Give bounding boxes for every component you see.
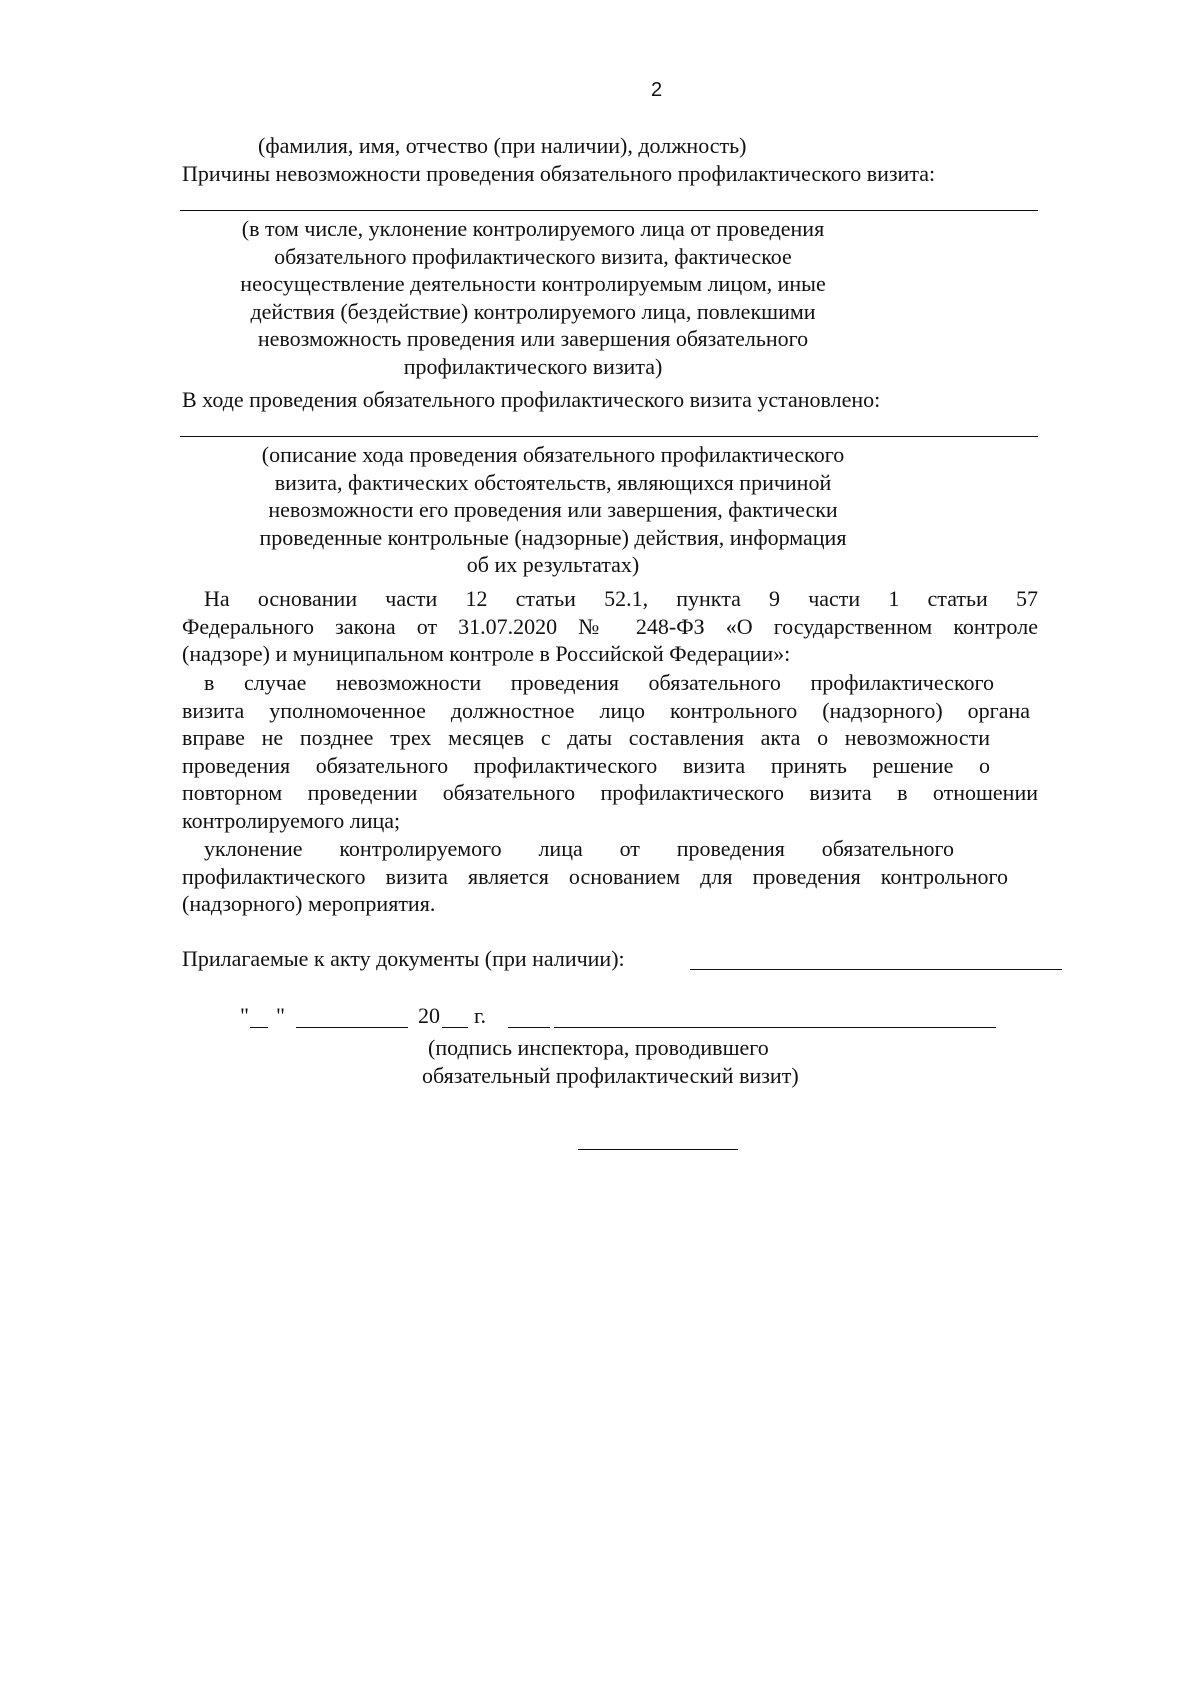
- findings-heading: В ходе проведения обязательного профилактического визита установлено:: [182, 387, 881, 412]
- paragraph-line: (надзоре) и муниципальном контроле в Российской Федерации»:: [182, 641, 791, 667]
- caption-line: визита, фактических обстоятельств, являющихся причиной: [274, 469, 832, 495]
- clause-repeat-visit: [182, 669, 1038, 835]
- date-year-prefix: 20: [418, 1003, 440, 1028]
- paragraph-line: повторном проведении обязательного профилактического визита в отношении: [182, 780, 1038, 806]
- caption-line: неосуществление деятельности контролируемым лицом, иные: [240, 271, 826, 297]
- caption-line: невозможность проведения или завершения обязательного: [257, 326, 809, 352]
- caption-line: профилактического визита): [403, 353, 663, 379]
- caption-line: об их результатах): [466, 552, 640, 578]
- date-close-quote: ": [276, 1003, 285, 1028]
- clause-evasion: [182, 835, 1038, 918]
- signature-caption: [422, 1034, 799, 1089]
- paragraph-line: визита уполномоченное должностное лицо контрольного (надзорного) органа: [182, 697, 1030, 723]
- signature-short-fill: [508, 1027, 550, 1028]
- page-number: 2: [651, 79, 663, 101]
- attachments-fill-line: [690, 969, 1062, 970]
- paragraph-line: профилактического визита является основанием для проведения контрольного: [182, 863, 1008, 889]
- signature-fill-line: [554, 1027, 996, 1028]
- attachments-label: Прилагаемые к акту документы (при наличии):: [182, 946, 625, 971]
- caption-line: обязательного профилактического визита, фактическое: [274, 243, 792, 269]
- date-year-fill: [442, 1027, 468, 1028]
- caption-line: (описание хода проведения обязательного профилактического: [261, 442, 845, 467]
- date-year-suffix: г.: [474, 1003, 487, 1028]
- date-day-fill: [250, 1027, 268, 1028]
- paragraph-line: (надзорного) мероприятия.: [182, 891, 436, 917]
- caption-line: обязательный профилактический визит): [422, 1062, 799, 1088]
- legal-basis-paragraph: [182, 585, 1038, 668]
- paragraph-line: вправе не позднее трех месяцев с даты составления акта о невозможности: [182, 725, 990, 751]
- paragraph-line: проведения обязательного профилактического визита принять решение о: [182, 752, 990, 778]
- date-open-quote: ": [240, 1003, 249, 1028]
- paragraph-line: контролируемого лица;: [182, 807, 401, 833]
- caption-line: невозможности его проведения или завершения, фактически: [268, 497, 838, 523]
- findings-caption: [215, 441, 891, 579]
- caption-line: проведенные контрольные (надзорные) действия, информация: [259, 524, 847, 550]
- caption-line: действия (бездействие) контролируемого лица, повлекшими: [250, 298, 816, 324]
- reasons-fill-line: [180, 210, 1038, 211]
- findings-fill-line: [180, 436, 1038, 437]
- reasons-caption: [215, 215, 851, 381]
- caption-line: (подпись инспектора, проводившего: [428, 1035, 769, 1060]
- paragraph-line: в случае невозможности проведения обязательного профилактического: [204, 670, 994, 695]
- end-separator: [578, 1149, 738, 1150]
- paragraph-line: Федерального закона от 31.07.2020 № 248-ФЗ «О государственном контроле: [182, 613, 1038, 639]
- caption-line: (в том числе, уклонение контролируемого лица от проведения: [241, 216, 825, 241]
- inspector-name-caption: (фамилия, имя, отчество (при наличии), должность): [258, 133, 747, 158]
- reasons-heading: Причины невозможности проведения обязательного профилактического визита:: [182, 161, 936, 186]
- paragraph-line: На основании части 12 статьи 52.1, пункта 9 части 1 статьи 57: [204, 586, 1038, 611]
- paragraph-line: уклонение контролируемого лица от проведения обязательного: [204, 836, 954, 861]
- date-month-fill: [296, 1027, 408, 1028]
